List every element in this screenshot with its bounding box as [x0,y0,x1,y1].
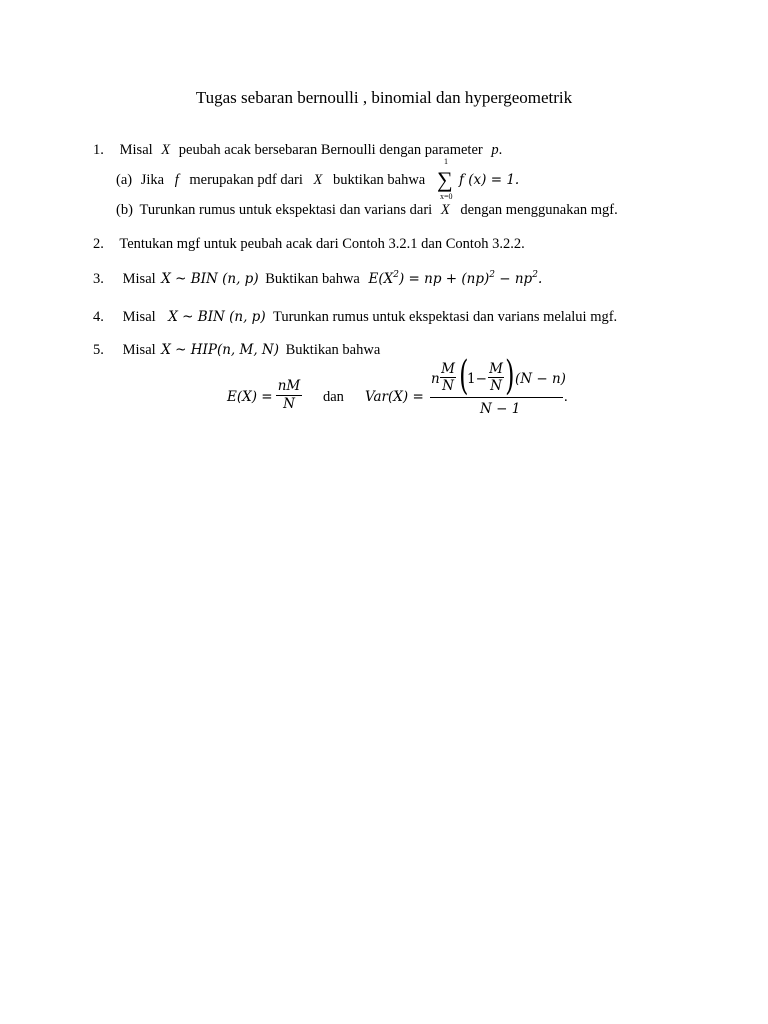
equation-part: ) = np + (np) [398,271,490,287]
sigma-glyph: ∑ [437,167,453,192]
distribution-expression: X ~ BIN (n, p) [161,271,259,287]
item-number: 2. [93,236,104,252]
item-text: Buktikan bahwa [265,271,360,287]
item-text: Misal [122,309,156,325]
fraction-numerator: M [441,361,455,377]
sum-lower-limit: x=0 [440,192,453,201]
item-number: 4. [93,309,104,325]
fraction-numerator: nM [277,378,301,394]
subitem-text: buktikan bahwa [333,172,426,188]
variance-lhs: Var(X) = [365,389,424,405]
item-2 [0,235,525,253]
sum-upper-limit: 1 [444,157,448,166]
conjunction-text: dan [323,389,344,405]
subitem-text: Turunkan rumus untuk ekspektasi dan varians dari [139,202,433,218]
variance-denominator: N − 1 [480,401,521,417]
equation-part: − np [494,271,533,287]
subitem-label: (a) [116,172,133,188]
fraction-denominator: N [283,396,295,412]
exponent: 2 [532,270,538,280]
left-parenthesis: ( [459,353,469,399]
moment-equation [369,271,543,287]
distribution-expression: X ~ HIP(n, M, N) [161,342,280,358]
variance-one-minus: 1− [467,371,487,387]
item-4 [0,308,617,326]
mean-fraction [276,378,302,413]
equation-part: E(X [368,271,394,287]
subitem-label: (b) [116,202,133,218]
math-var: p [491,142,499,158]
item-number: 3. [93,271,104,287]
document-title: Tugas sebaran bernoulli , binomial dan hypergeometrik [195,88,573,107]
mean-lhs: E(X) = [227,389,273,405]
summation-symbol [437,157,457,201]
item-text: Misal [122,271,156,287]
equation-part: . [537,271,543,287]
math-var: X [313,172,323,188]
variance-tail: (N − n) [515,371,566,387]
item-number: 1. [93,142,104,158]
item-1 [0,141,502,159]
fraction-numerator: M [489,361,503,377]
item-text: Turunkan rumus untuk ekspektasi dan varians melalui mgf. [272,309,618,325]
variance-inner-fraction-1 [440,361,456,394]
math-var: X [440,202,450,218]
item-1a [116,171,425,189]
item-text: Misal [119,142,153,158]
variance-n: n [431,371,440,387]
exponent: 2 [489,270,495,280]
variance-period: . [564,389,568,405]
distribution-expression: X ~ BIN (n, p) [168,309,266,325]
fraction-denominator: N [442,378,454,394]
variance-inner-fraction-2 [488,361,504,394]
subitem-text: Jika [140,172,165,188]
item-1b [116,201,618,219]
item-text: Misal [122,342,156,358]
variance-main-bar [430,397,563,398]
exponent: 2 [393,270,399,280]
math-var: f [174,172,179,188]
sum-expression: f (x) = 1. [459,172,520,188]
math-var: X [161,142,171,158]
item-5 [0,341,380,359]
subitem-text: dengan menggunakan mgf. [460,202,618,218]
subitem-text: merupakan pdf dari [189,172,303,188]
fraction-denominator: N [490,378,502,394]
right-parenthesis: ) [505,353,515,399]
item-3 [0,270,542,288]
item-punct: . [498,142,503,158]
item-text: Tentukan mgf untuk peubah acak dari Contoh 3.2.1 dan Contoh 3.2.2. [119,236,525,252]
item-text: Buktikan bahwa [285,342,381,358]
item-number: 5. [93,342,104,358]
item-text: peubah acak bersebaran Bernoulli dengan parameter [178,142,483,158]
